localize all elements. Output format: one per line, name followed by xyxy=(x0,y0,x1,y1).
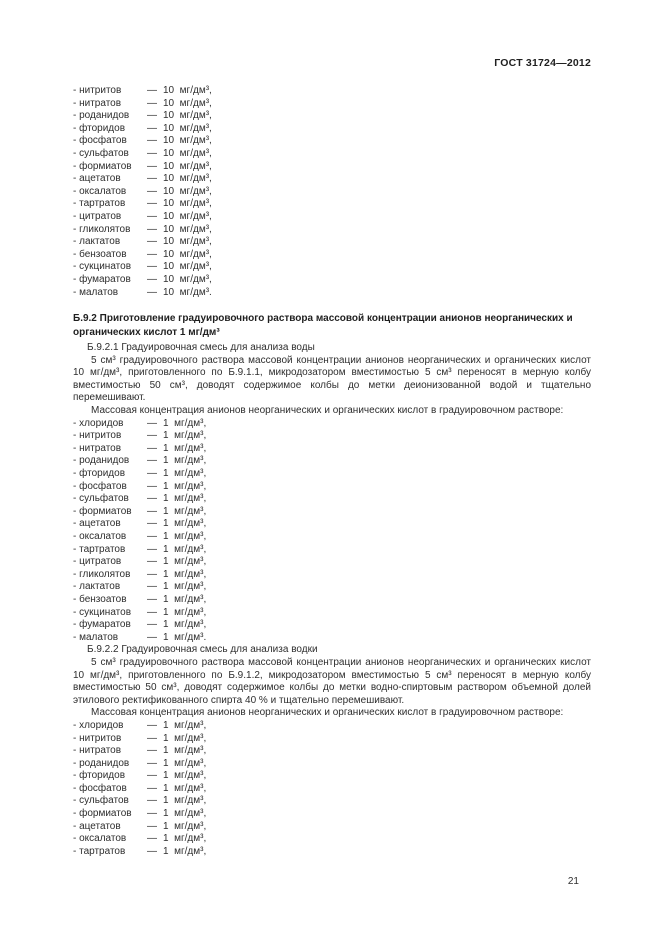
anion-list-item xyxy=(73,783,591,796)
anion-list-item xyxy=(73,211,591,224)
dash-separator: — xyxy=(147,845,157,857)
dash-separator: — xyxy=(147,480,157,492)
anion-value: 10 мг/дм³, xyxy=(163,135,212,147)
anion-value: 1 мг/дм³, xyxy=(163,745,207,757)
anion-list-b921 xyxy=(73,418,591,645)
anion-value: 1 мг/дм³, xyxy=(163,782,207,794)
anion-list-item xyxy=(73,98,591,111)
anion-list-item xyxy=(73,148,591,161)
anion-name: - фумаратов xyxy=(73,619,131,631)
dash-separator: — xyxy=(147,122,157,134)
anion-name: - фосфатов xyxy=(73,480,127,492)
anion-list-item xyxy=(73,481,591,494)
dash-separator: — xyxy=(147,210,157,222)
list-intro-b921: Массовая концентрация анионов неорганических и органических кислот в градуировочном растворе: xyxy=(91,405,564,417)
anion-value: 1 мг/дм³, xyxy=(163,619,207,631)
subsection-heading-b922: Б.9.2.2 Градуировочная смесь для анализа водки xyxy=(87,644,318,656)
anion-value: 10 мг/дм³, xyxy=(163,273,212,285)
page-number: 21 xyxy=(567,876,579,887)
dash-separator: — xyxy=(147,85,157,96)
anion-name: - цитратов xyxy=(73,556,122,568)
anion-name: - формиатов xyxy=(73,808,132,820)
anion-list-item xyxy=(73,123,591,136)
dash-separator: — xyxy=(147,430,157,442)
anion-list-item xyxy=(73,261,591,274)
anion-list-10 xyxy=(73,85,591,299)
dash-separator: — xyxy=(147,631,157,643)
anion-value: 10 мг/дм³, xyxy=(163,210,212,222)
anion-name: - ацетатов xyxy=(73,820,121,832)
anion-value: 1 мг/дм³, xyxy=(163,568,207,580)
dash-separator: — xyxy=(147,185,157,197)
subsection-heading-b921: Б.9.2.1 Градуировочная смесь для анализа воды xyxy=(87,342,315,354)
anion-list-item xyxy=(73,493,591,506)
dash-separator: — xyxy=(147,531,157,542)
dash-separator: — xyxy=(147,757,157,769)
anion-list-item xyxy=(73,468,591,481)
dash-separator: — xyxy=(147,223,157,235)
anion-value: 10 мг/дм³, xyxy=(163,122,212,134)
anion-name: - формиатов xyxy=(73,160,132,172)
anion-name: - хлоридов xyxy=(73,719,124,731)
dash-separator: — xyxy=(147,820,157,832)
anion-name: - лактатов xyxy=(73,236,121,248)
dash-separator: — xyxy=(147,568,157,580)
anion-name: - нитратов xyxy=(73,442,122,454)
anion-value: 10 мг/дм³, xyxy=(163,185,212,197)
anion-list-item xyxy=(73,224,591,237)
anion-list-item xyxy=(73,531,591,544)
paragraph-b922: 5 см³ градуировочного раствора массовой концентрации анионов неорганических и органических кислот 10 мг/дм³, приготовленного по Б.9.1.2, микродозатором вместимостью 5 см³ переносят в мерную колбу вместимостью 50 см³, доводят содержимое колбы до метки водно-спиртовым раствором объемной долей этилового ректификованного спирта 40 % и тщательно перемешивают. xyxy=(73,656,591,706)
anion-value: 1 мг/дм³, xyxy=(163,442,207,454)
dash-separator: — xyxy=(147,110,157,122)
anion-value: 10 мг/дм³, xyxy=(163,147,212,159)
anion-name: - оксалатов xyxy=(73,531,127,542)
anion-name: - оксалатов xyxy=(73,185,127,197)
anion-list-item xyxy=(73,758,591,771)
anion-name: - нитратов xyxy=(73,97,122,109)
anion-list-item xyxy=(73,186,591,199)
anion-name: - малатов xyxy=(73,286,119,298)
anion-list-item xyxy=(73,745,591,758)
anion-name: - роданидов xyxy=(73,455,130,467)
anion-name: - фосфатов xyxy=(73,135,127,147)
dash-separator: — xyxy=(147,581,157,593)
anion-value: 10 мг/дм³. xyxy=(163,286,212,298)
anion-name: - сукцинатов xyxy=(73,261,132,273)
anion-value: 1 мг/дм³, xyxy=(163,845,207,857)
dash-separator: — xyxy=(147,606,157,618)
dash-separator: — xyxy=(147,505,157,517)
dash-separator: — xyxy=(147,782,157,794)
anion-list-item xyxy=(73,619,591,632)
dash-separator: — xyxy=(147,493,157,505)
anion-value: 1 мг/дм³, xyxy=(163,757,207,769)
anion-value: 1 мг/дм³, xyxy=(163,518,207,530)
dash-separator: — xyxy=(147,719,157,731)
anion-value: 1 мг/дм³, xyxy=(163,833,207,845)
anion-name: - фторидов xyxy=(73,468,126,480)
dash-separator: — xyxy=(147,732,157,744)
anion-list-item xyxy=(73,594,591,607)
dash-separator: — xyxy=(147,795,157,807)
anion-name: - тартратов xyxy=(73,543,126,555)
anion-value: 10 мг/дм³, xyxy=(163,85,212,96)
anion-value: 1 мг/дм³, xyxy=(163,455,207,467)
anion-name: - тартратов xyxy=(73,198,126,210)
anion-name: - хлоридов xyxy=(73,417,124,429)
anion-value: 1 мг/дм³, xyxy=(163,719,207,731)
dash-separator: — xyxy=(147,543,157,555)
anion-value: 1 мг/дм³, xyxy=(163,820,207,832)
anion-list-item xyxy=(73,632,591,645)
anion-list-item xyxy=(73,720,591,733)
anion-value: 1 мг/дм³, xyxy=(163,732,207,744)
anion-list-item xyxy=(73,733,591,746)
anion-name: - ацетатов xyxy=(73,173,121,185)
anion-list-item xyxy=(73,544,591,557)
anion-value: 10 мг/дм³, xyxy=(163,223,212,235)
dash-separator: — xyxy=(147,417,157,429)
anion-value: 1 мг/дм³, xyxy=(163,808,207,820)
anion-value: 1 мг/дм³, xyxy=(163,795,207,807)
anion-list-item xyxy=(73,287,591,300)
anion-name: - фторидов xyxy=(73,122,126,134)
dash-separator: — xyxy=(147,147,157,159)
anion-name: - сульфатов xyxy=(73,147,129,159)
anion-value: 1 мг/дм³, xyxy=(163,468,207,480)
anion-list-item xyxy=(73,569,591,582)
anion-list-item xyxy=(73,110,591,123)
anion-list-item xyxy=(73,173,591,186)
dash-separator: — xyxy=(147,556,157,568)
anion-value: 1 мг/дм³. xyxy=(163,631,207,643)
dash-separator: — xyxy=(147,273,157,285)
anion-name: - нитритов xyxy=(73,732,122,744)
anion-value: 1 мг/дм³, xyxy=(163,493,207,505)
anion-name: - фосфатов xyxy=(73,782,127,794)
anion-name: - гликолятов xyxy=(73,568,131,580)
dash-separator: — xyxy=(147,442,157,454)
dash-separator: — xyxy=(147,833,157,845)
anion-name: - ацетатов xyxy=(73,518,121,530)
anion-list-item xyxy=(73,418,591,431)
anion-list-item xyxy=(73,443,591,456)
anion-list-item xyxy=(73,161,591,174)
anion-list-item xyxy=(73,249,591,262)
anion-list-item xyxy=(73,518,591,531)
anion-value: 1 мг/дм³, xyxy=(163,480,207,492)
anion-list-item xyxy=(73,135,591,148)
dash-separator: — xyxy=(147,286,157,298)
dash-separator: — xyxy=(147,248,157,260)
anion-list-item xyxy=(73,770,591,783)
dash-separator: — xyxy=(147,135,157,147)
anion-name: - цитратов xyxy=(73,210,122,222)
dash-separator: — xyxy=(147,593,157,605)
anion-list-item xyxy=(73,795,591,808)
anion-value: 1 мг/дм³, xyxy=(163,606,207,618)
anion-value: 10 мг/дм³, xyxy=(163,110,212,122)
document-title: ГОСТ 31724—2012 xyxy=(494,57,591,69)
anion-list-item xyxy=(73,430,591,443)
dash-separator: — xyxy=(147,518,157,530)
anion-list-item xyxy=(73,581,591,594)
list-intro-b922: Массовая концентрация анионов неорганических и органических кислот в градуировочном растворе: xyxy=(91,707,564,719)
anion-value: 10 мг/дм³, xyxy=(163,261,212,273)
anion-list-item xyxy=(73,236,591,249)
anion-name: - фумаратов xyxy=(73,273,131,285)
anion-list-item xyxy=(73,85,591,98)
anion-list-item xyxy=(73,274,591,287)
section-heading-b92: Б.9.2 Приготовление градуировочного раствора массовой концентрации анионов неорганических и органических кислот 1 мг/дм³ xyxy=(73,313,573,338)
anion-value: 1 мг/дм³, xyxy=(163,556,207,568)
anion-name: - сульфатов xyxy=(73,795,129,807)
anion-list-item xyxy=(73,455,591,468)
anion-list-item xyxy=(73,607,591,620)
dash-separator: — xyxy=(147,97,157,109)
anion-value: 1 мг/дм³, xyxy=(163,593,207,605)
anion-value: 1 мг/дм³, xyxy=(163,430,207,442)
anion-value: 1 мг/дм³, xyxy=(163,505,207,517)
anion-name: - роданидов xyxy=(73,757,130,769)
anion-name: - сукцинатов xyxy=(73,606,132,618)
anion-value: 10 мг/дм³, xyxy=(163,248,212,260)
anion-value: 10 мг/дм³, xyxy=(163,236,212,248)
anion-list-b922 xyxy=(73,720,591,859)
dash-separator: — xyxy=(147,770,157,782)
anion-name: - бензоатов xyxy=(73,248,127,260)
dash-separator: — xyxy=(147,198,157,210)
anion-list-item xyxy=(73,833,591,846)
anion-name: - бензоатов xyxy=(73,593,127,605)
anion-value: 10 мг/дм³, xyxy=(163,160,212,172)
paragraph-b921: 5 см³ градуировочного раствора массовой концентрации анионов неорганических и органических кислот 10 мг/дм³, приготовленного по Б.9.1.1, микродозатором вместимостью 5 см³ переносят в мерную колбу вместимостью 50 см³, доводят содержимое колбы до метки деионизованной водой и тщательно перемешивают. xyxy=(73,354,591,404)
anion-list-item xyxy=(73,808,591,821)
anion-value: 10 мг/дм³, xyxy=(163,198,212,210)
anion-name: - лактатов xyxy=(73,581,121,593)
anion-name: - нитритов xyxy=(73,85,122,96)
anion-value: 10 мг/дм³, xyxy=(163,173,212,185)
dash-separator: — xyxy=(147,745,157,757)
dash-separator: — xyxy=(147,455,157,467)
anion-name: - фторидов xyxy=(73,770,126,782)
anion-name: - формиатов xyxy=(73,505,132,517)
anion-name: - оксалатов xyxy=(73,833,127,845)
anion-list-item xyxy=(73,506,591,519)
anion-value: 1 мг/дм³, xyxy=(163,531,207,542)
anion-name: - сульфатов xyxy=(73,493,129,505)
anion-value: 1 мг/дм³, xyxy=(163,417,207,429)
dash-separator: — xyxy=(147,160,157,172)
anion-value: 10 мг/дм³, xyxy=(163,97,212,109)
anion-value: 1 мг/дм³, xyxy=(163,581,207,593)
dash-separator: — xyxy=(147,468,157,480)
anion-name: - роданидов xyxy=(73,110,130,122)
anion-name: - тартратов xyxy=(73,845,126,857)
anion-value: 1 мг/дм³, xyxy=(163,543,207,555)
anion-list-item xyxy=(73,821,591,834)
anion-list-item xyxy=(73,556,591,569)
dash-separator: — xyxy=(147,261,157,273)
anion-name: - нитритов xyxy=(73,430,122,442)
dash-separator: — xyxy=(147,808,157,820)
anion-name: - нитратов xyxy=(73,745,122,757)
anion-value: 1 мг/дм³, xyxy=(163,770,207,782)
anion-list-item xyxy=(73,198,591,211)
dash-separator: — xyxy=(147,236,157,248)
anion-list-item xyxy=(73,846,591,859)
dash-separator: — xyxy=(147,173,157,185)
anion-name: - гликолятов xyxy=(73,223,131,235)
anion-name: - малатов xyxy=(73,631,119,643)
dash-separator: — xyxy=(147,619,157,631)
